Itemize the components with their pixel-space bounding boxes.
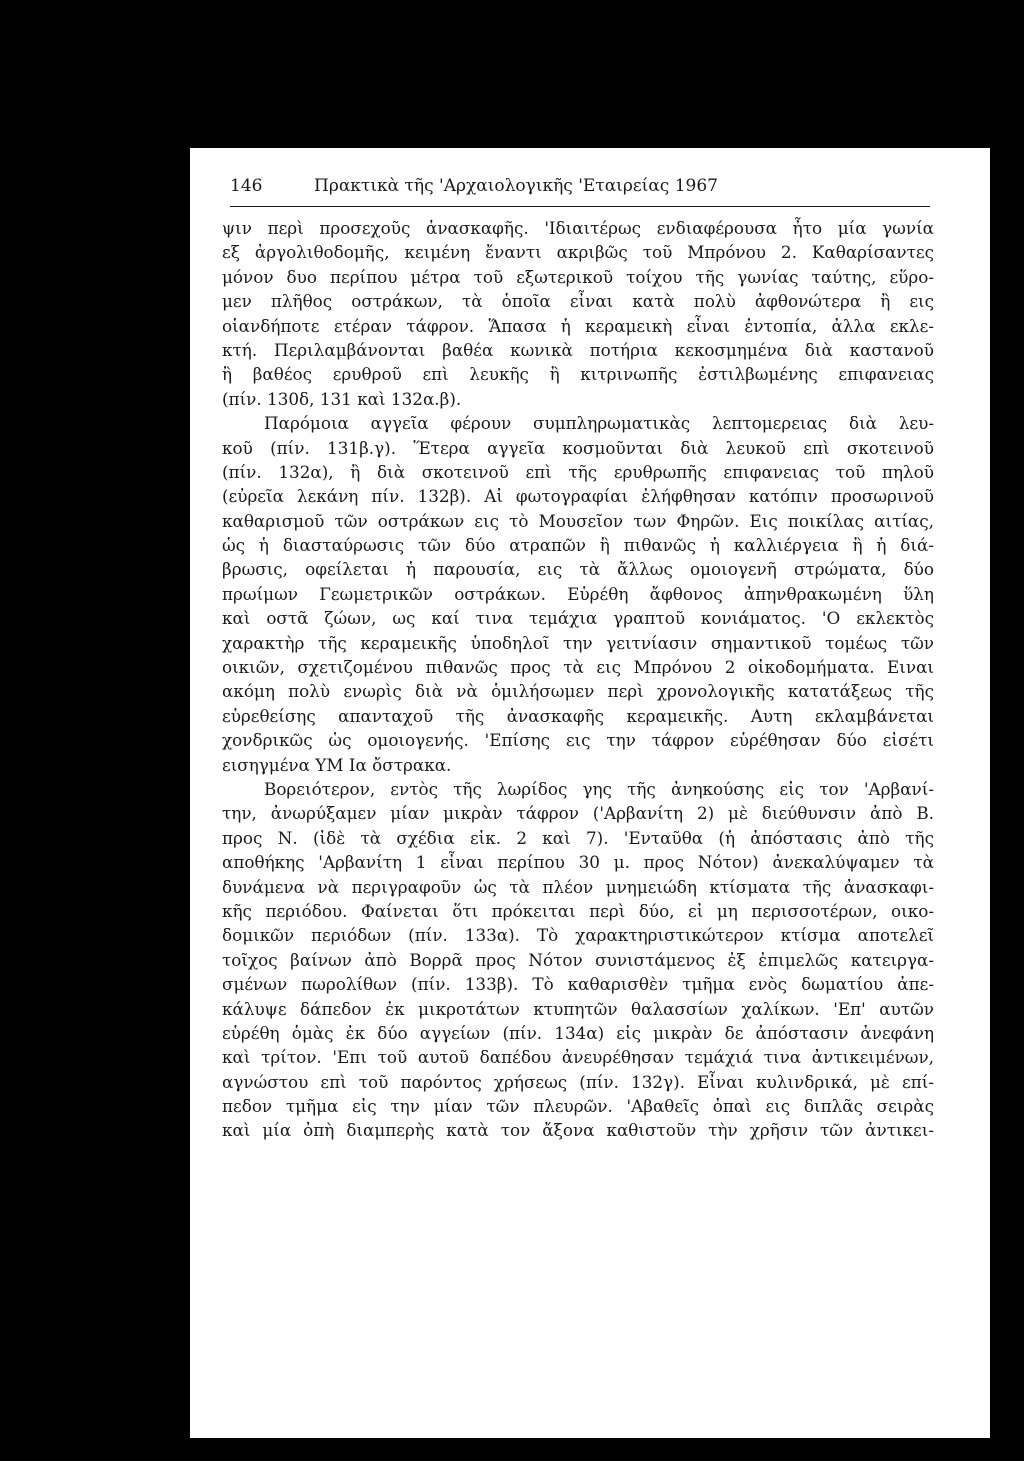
text-line: καὶ τρίτον. 'Επι τοῦ αυτοῦ δαπέδου ἀνευρέθησαν τεμάχιά τινα ἀντικειμένων, bbox=[222, 1047, 934, 1068]
text-line: δομικῶν περιόδων (πίν. 133α). Τὸ χαρακτηριστικώτερον κτίσμα αποτελεῖ bbox=[222, 925, 934, 946]
text-line: εξ ἀργολιθοδομῆς, κειμένη ἔναντι ακριβῶς τοῦ Μπρόνου 2. Καθαρίσαντες bbox=[222, 242, 934, 263]
text-line: τοῖχος βαίνων ἀπὸ Βορρᾶ προς Νότον συνιστάμενος ἐξ ἐπιμελῶς κατειργα- bbox=[222, 949, 934, 970]
page-number: 146 bbox=[230, 176, 263, 196]
page-header bbox=[230, 176, 930, 207]
text-line: (εὐρεῖα λεκάνη πίν. 132β). Αἱ φωτογραφίαι ἐλήφθησαν κατόπιν προσωρινοῦ bbox=[222, 486, 934, 507]
document-page bbox=[190, 148, 990, 1438]
running-head: Πρακτικὰ τῆς 'Αρχαιολογικῆς 'Εταιρείας 1967 bbox=[314, 176, 718, 196]
text-line: πρωίμων Γεωμετρικῶν οστράκων. Εὑρέθη ἄφθονος ἀπηνθρακωμένη ὕλη bbox=[222, 583, 934, 604]
text-line: μόνον δυο περίπου μέτρα τοῦ εξωτερικοῦ τοίχου τῆς γωνίας ταύτης, εὕρο- bbox=[222, 266, 934, 287]
text-line: καὶ οστᾶ ζώων, ως καί τινα τεμάχια γραπτοῦ κονιάματος. 'Ο εκλεκτὸς bbox=[222, 608, 934, 629]
body-text bbox=[222, 216, 934, 1143]
text-line: δυνάμενα νὰ περιγραφοῦν ὡς τὰ πλέον μνημειώδη κτίσματα τῆς ἀνασκαφι- bbox=[222, 876, 934, 897]
text-line: βρωσις, οφείλεται ἡ παρουσία, εις τὰ ἄλλως ομοιογενῆ στρώματα, δύο bbox=[222, 559, 934, 580]
text-line: σμένων πωρολίθων (πίν. 133β). Τὸ καθαρισθὲν τμῆμα ενὸς δωματίου ἀπε- bbox=[222, 974, 934, 995]
text-line: προς Ν. (ἰδὲ τὰ σχέδια εἰκ. 2 καὶ 7). 'Ενταῦθα (ἡ ἀπόστασις ἀπὸ τῆς bbox=[222, 827, 934, 848]
text-line: κτή. Περιλαμβάνονται βαθέα κωνικὰ ποτήρια κεκοσμημένα διὰ καστανοῦ bbox=[222, 339, 934, 360]
text-line: αγνώστου επὶ τοῦ παρόντος χρήσεως (πίν. 132γ). Εἶναι κυλινδρικά, μὲ επί- bbox=[222, 1071, 934, 1092]
text-line: εὑρεθείσης απανταχοῦ τῆς ἀνασκαφῆς κεραμεικῆς. Αυτη εκλαμβάνεται bbox=[222, 705, 934, 726]
text-line: μεν πλῆθος οστράκων, τὰ ὁποῖα εἶναι κατὰ πολὺ ἀφθονώτερα ἢ εις bbox=[222, 291, 934, 312]
text-line: χαρακτὴρ τῆς κεραμεικῆς ὑποδηλοῖ την γειτνίασιν σημαντικοῦ τομέως τῶν bbox=[222, 632, 934, 653]
text-line: ακόμη πολὺ ενωρὶς διὰ νὰ ὁμιλήσωμεν περὶ χρονολογικῆς κατατάξεως τῆς bbox=[222, 681, 934, 702]
text-line: Βορειότερον, εντὸς τῆς λωρίδος γης τῆς ἀνηκούσης εἰς τον 'Αρβανί- bbox=[264, 778, 934, 799]
text-line: χονδρικῶς ὡς ομοιογενής. 'Επίσης εις την τάφρον εὑρέθησαν δύο εἰσέτι bbox=[222, 730, 934, 751]
text-line: οἱανδήποτε ετέραν τάφρον. Ἅπασα ἡ κεραμεικὴ εἶναι ἐντοπία, ἀλλα εκλε- bbox=[222, 315, 934, 336]
text-line: αποθήκης 'Αρβανίτη 1 εἶναι περίπου 30 μ. προς Νότον) ἀνεκαλύψαμεν τὰ bbox=[222, 852, 934, 873]
text-line: Παρόμοια αγγεῖα φέρουν συμπληρωματικὰς λεπτομερειας διὰ λευ- bbox=[264, 413, 934, 434]
text-line: κῆς περιόδου. Φαίνεται ὅτι πρόκειται περὶ δύο, εἰ μη περισσοτέρων, οικο- bbox=[222, 900, 934, 921]
text-line: κάλυψε δάπεδον ἐκ μικροτάτων κτυπητῶν θαλασσίων χαλίκων. 'Επ' αυτῶν bbox=[222, 998, 934, 1019]
text-line: καὶ μία ὀπὴ διαμπερὴς κατὰ τον ἄξονα καθιστοῦν τὴν χρῆσιν τῶν ἀντικει- bbox=[222, 1120, 934, 1141]
text-line: την, ἀνωρύξαμεν μίαν μικρὰν τάφρον ('Αρβανίτη 2) μὲ διεύθυνσιν ἀπὸ Β. bbox=[222, 803, 934, 824]
text-line: ψιν περὶ προσεχοῦς ἀνασκαφῆς. 'Ιδιαιτέρως ενδιαφέρουσα ἦτο μία γωνία bbox=[222, 218, 934, 238]
text-line: (πίν. 132α), ἢ διὰ σκοτεινοῦ επὶ τῆς ερυθρωπῆς επιφανειας τοῦ πηλοῦ bbox=[222, 461, 934, 482]
text-line: καθαρισμοῦ τῶν οστράκων εις τὸ Μουσεῖον των Φηρῶν. Εις ποικίλας αιτίας, bbox=[222, 510, 934, 531]
text-line: πεδον τμῆμα εἰς την μίαν τῶν πλευρῶν. 'Αβαθεῖς ὀπαὶ εις διπλᾶς σειρὰς bbox=[222, 1096, 934, 1117]
text-line: (πίν. 130δ, 131 καὶ 132α.β). bbox=[222, 388, 462, 409]
text-line: ὡς ἡ διασταύρωσις τῶν δύο ατραπῶν ἢ πιθανῶς ἡ καλλιέργεια ἢ ἡ διά- bbox=[222, 535, 934, 556]
text-line: κοῦ (πίν. 131β.γ). Ἕτερα αγγεῖα κοσμοῦνται διὰ λευκοῦ επὶ σκοτεινοῦ bbox=[222, 437, 934, 458]
text-line: ἢ βαθέος ερυθροῦ επὶ λευκῆς ἢ κιτρινωπῆς ἐστιλβωμένης επιφανειας bbox=[222, 364, 934, 385]
text-line: εισηγμένα ΥΜ Ια ὄστρακα. bbox=[222, 754, 452, 775]
text-line: εὑρέθη ὁμὰς ἐκ δύο αγγείων (πίν. 134α) εἰς μικρὰν δε ἀπόστασιν ἀνεφάνη bbox=[222, 1022, 934, 1043]
text-line: οικιῶν, σχετιζομένου πιθανῶς προς τὰ εις Μπρόνου 2 οἰκοδομήματα. Ειναι bbox=[222, 657, 934, 678]
